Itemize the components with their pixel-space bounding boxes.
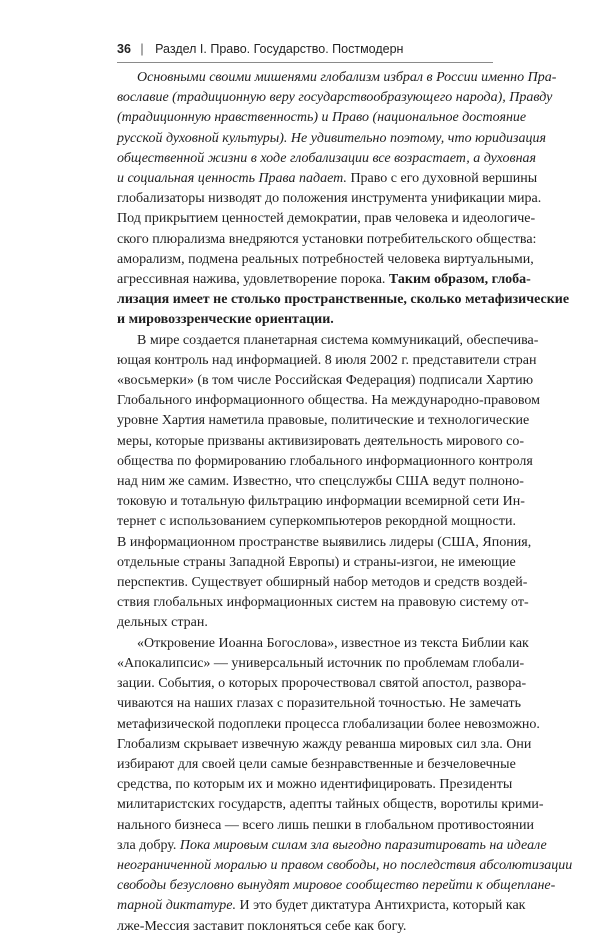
text-line — [117, 411, 530, 431]
text-run: лже-Мессия заставит поклоняться себе как богу. — [117, 918, 407, 934]
text-line — [117, 715, 540, 735]
italic-text: (традиционную нравственность) и Право (национальное достояние — [117, 110, 527, 126]
text-line — [117, 391, 540, 411]
text-run: зла добру. — [117, 837, 180, 853]
text-line — [117, 351, 537, 371]
header-rule — [117, 62, 493, 63]
bold-text: лизация имеет не столько пространственные, сколько метафизические — [117, 292, 570, 308]
text-run: «Апокалипсис» — универсальный источник по проблемам глобали- — [117, 655, 525, 671]
body-text — [117, 68, 573, 937]
page-number: 36 — [117, 42, 131, 56]
text-line — [117, 452, 533, 472]
paragraph — [117, 68, 570, 331]
text-run: уровне Хартия наметила правовые, политические и технологические — [117, 413, 530, 429]
text-run: ского плюрализма внедряются установки потребительского общества: — [117, 231, 537, 247]
text-line — [117, 917, 493, 937]
italic-text: вославие (традиционную веру государствообразующего народа), Правду — [117, 90, 553, 106]
text-line — [117, 876, 556, 896]
text-line — [117, 795, 544, 815]
text-line — [117, 371, 534, 391]
section-title: Раздел I. Право. Государство. Постмодерн — [155, 42, 404, 56]
text-run: ствия глобальных информационных систем на правовую систему от- — [117, 595, 529, 611]
text-line — [117, 553, 516, 573]
text-line — [117, 856, 573, 876]
text-run: отдельные страны Западной Европы) и страны-изгои, не имеющие — [117, 554, 516, 570]
paragraph — [117, 331, 540, 634]
text-line — [117, 250, 534, 270]
text-line — [117, 189, 542, 209]
italic-text: свободы безусловно вынудят мировое сообщество перейти к общеплане- — [117, 878, 556, 894]
italic-text: и социальная ценность Права падает. — [117, 171, 347, 187]
text-run: И это будет диктатура Антихриста, который как — [235, 898, 526, 914]
text-run: «Откровение Иоанна Богослова», известное из текста Библии как — [137, 635, 529, 651]
text-run: глобализаторы низводят до положения инструмента унификации мира. — [117, 191, 542, 207]
bold-text: и мировоззренческие ориентации. — [117, 312, 334, 328]
text-line — [117, 290, 570, 310]
text-run: В мире создается планетарная система коммуникаций, обеспечива- — [137, 332, 539, 348]
text-run: над ним же самим. Известно, что спецслужбы США ведут полноно- — [117, 474, 524, 490]
text-run: нального бизнеса — всего лишь пешки в глобальном противостоянии — [117, 817, 534, 833]
text-line — [117, 694, 521, 714]
text-line — [117, 573, 528, 593]
text-line — [117, 512, 516, 532]
italic-text: русской духовной культуры). Не удивительно поэтому, что юридизация — [117, 130, 546, 146]
text-line — [117, 331, 539, 351]
text-run: дельных стран. — [117, 615, 208, 631]
text-run: токовую и тотальную фильтрацию информации всемирной сети Ин- — [117, 494, 525, 510]
text-line — [117, 230, 537, 250]
text-line — [117, 593, 529, 613]
italic-text: Основными своими мишенями глобализм избрал в России именно Пра- — [137, 70, 557, 85]
text-run: средства, по которым их и можно идентифицировать. Президенты — [117, 777, 513, 793]
text-line — [117, 775, 513, 795]
text-run: меры, которые призваны активизировать деятельность мирового со- — [117, 433, 525, 449]
text-run: избирают для своей цели самые безнравственные и безчеловечные — [117, 756, 516, 772]
header-separator: | — [140, 42, 144, 56]
text-line — [117, 68, 557, 88]
text-line — [117, 674, 527, 694]
text-run: общества по формированию глобального информационного контроля — [117, 453, 533, 469]
text-run: метафизической подоплеки процесса глобализации более невозможно. — [117, 716, 540, 732]
text-line — [117, 613, 493, 633]
italic-text: неограниченной моралью и правом свободы, но последствия абсолютизации — [117, 857, 573, 873]
text-run: агрессивная нажива, удовлетворение порока. — [117, 272, 389, 288]
text-run: «восьмерки» (в том числе Российская Федерация) подписали Хартию — [117, 373, 534, 389]
text-line — [117, 169, 538, 189]
text-line — [117, 129, 546, 149]
bold-text: Таким образом, глоба- — [388, 272, 531, 288]
text-line — [117, 88, 553, 108]
text-run: Глобализм скрывает извечную жажду реванша мировых сил зла. Они — [117, 736, 532, 752]
italic-text: общественной жизни в ходе глобализации все возрастает, а духовная — [117, 150, 537, 166]
text-line — [117, 896, 526, 916]
italic-text: тарной диктатуре. — [117, 898, 236, 914]
text-line — [117, 836, 547, 856]
text-run: Глобального информационного общества. На международно-правовом — [117, 393, 540, 409]
text-run: ющая контроль над информацией. 8 июля 2002 г. представители стран — [117, 352, 537, 368]
text-run: Под прикрытием ценностей демократии, прав человека и идеологиче- — [117, 211, 536, 227]
text-line — [117, 209, 536, 229]
italic-text: Пока мировым силам зла выгодно паразитировать на идеале — [179, 837, 547, 853]
text-line — [117, 533, 532, 553]
text-line — [117, 149, 537, 169]
text-line — [117, 492, 525, 512]
text-line — [117, 310, 493, 330]
text-line — [117, 634, 529, 654]
text-run: Право с его духовной вершины — [346, 171, 538, 187]
text-run: тернет с использованием суперкомпьютеров рекордной мощности. — [117, 514, 516, 530]
running-header — [117, 42, 403, 56]
text-line — [117, 432, 525, 452]
text-run: В информационном пространстве выявились лидеры (США, Япония, — [117, 534, 532, 550]
text-run: зации. События, о которых пророчествовал святой апостол, развора- — [117, 676, 527, 692]
text-run: чиваются на наших глазах с поразительной точностью. Не замечать — [117, 696, 521, 712]
paragraph — [117, 634, 573, 937]
text-line — [117, 472, 524, 492]
text-line — [117, 654, 525, 674]
text-line — [117, 735, 532, 755]
text-line — [117, 755, 516, 775]
text-run: аморализм, подмена реальных потребностей человека виртуальными, — [117, 251, 534, 267]
text-run: перспектив. Существует обширный набор методов и средств воздей- — [117, 575, 528, 591]
text-line — [117, 816, 534, 836]
text-line — [117, 270, 531, 290]
text-line — [117, 108, 527, 128]
text-run: милитаристских государств, адепты тайных обществ, воротилы крими- — [117, 797, 544, 813]
